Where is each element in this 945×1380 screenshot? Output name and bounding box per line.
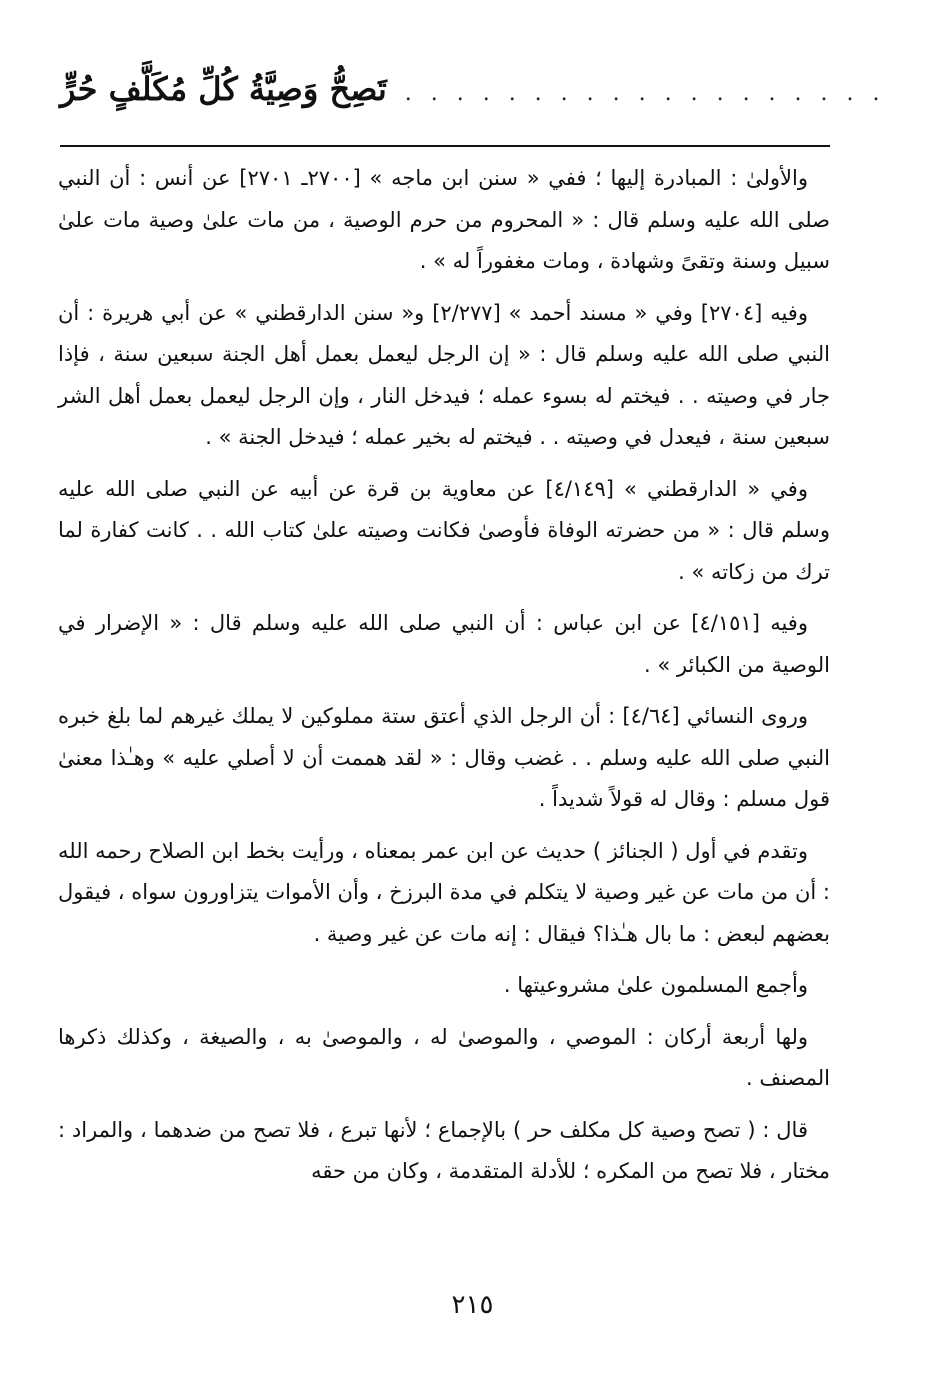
header-title: تَصِحُّ وَصِيَّةُ كُلِّ مُكَلَّفٍ حُرٍّ (60, 70, 387, 108)
header-rule (60, 145, 830, 147)
page-number: ٢١٥ (451, 1290, 494, 1320)
paragraph: وفيه [٢٧٠٤] وفي « مسند أحمد » [٢/٢٧٧] و« سنن الدارقطني » عن أبي هريرة : أن النبي صلى الله عليه وسلم قال : « إن الرجل ليعمل بعمل أهل الجنة سبعين سنة ، فإذا جار في وصيته . . فيختم له بسوء عمله ؛ فيدخل النار ، وإن الرجل ليعمل بعمل أهل الشر سبعين سنة ، فيعدل في وصيته . . فيختم له بخير عمله ؛ فيدخل الجنة » . (58, 300, 830, 449)
paragraph: وأجمع المسلمون علىٰ مشروعيتها . (503, 973, 808, 997)
running-header (60, 70, 886, 108)
header-dot-leader: . . . . . . . . . . . . . . . . . . . (404, 81, 886, 106)
paragraph: وفيه [٤/١٥١] عن ابن عباس : أن النبي صلى الله عليه وسلم قال : « الإضرار في الوصية من الكبائر » . (58, 611, 830, 677)
main-text (58, 158, 830, 1203)
paragraph: والأولىٰ : المبادرة إليها ؛ ففي « سنن ابن ماجه » [٢٧٠٠ـ ٢٧٠١] عن أنس : أن النبي صلى الله عليه وسلم قال : « المحروم من حرم الوصية ، من مات علىٰ وصية مات علىٰ سبيل وسنة وتقىً وشهادة ، ومات مغفوراً له » . (58, 166, 830, 273)
paragraph: قال : ( تصح وصية كل مكلف حر ) بالإجماع ؛ لأنها تبرع ، فلا تصح من ضدهما ، والمراد : مختار ، فلا تصح من المكره ؛ للأدلة المتقدمة ، وكان من حقه (58, 1117, 830, 1183)
paragraph: وتقدم في أول ( الجنائز ) حديث عن ابن عمر بمعناه ، ورأيت بخط ابن الصلاح رحمه الله : أن من مات عن غير وصية لا يتكلم في مدة البرزخ ، وأن الأموات يتزاورون سواه ، فيقول بعضهم لبعض : ما بال هـٰذا؟ فيقال : إنه مات عن غير وصية . (58, 838, 830, 946)
paragraph: ولها أربعة أركان : الموصي ، والموصىٰ له ، والموصىٰ به ، والصيغة ، وكذلك ذكرها المصنف . (58, 1024, 830, 1090)
paragraph: وروى النسائي [٤/٦٤] : أن الرجل الذي أعتق ستة مملوكين لا يملك غيرهم لما بلغ خبره النبي صلى الله عليه وسلم . . غضب وقال : « لقد هممت أن لا أصلي عليه » وهـٰذا معنىٰ قول مسلم : وقال له قولاً شديداً . (58, 704, 830, 811)
paragraph: وفي « الدارقطني » [٤/١٤٩] عن معاوية بن قرة عن أبيه عن النبي صلى الله عليه وسلم قال : « من حضرته الوفاة فأوصىٰ فكانت وصيته علىٰ كتاب الله . . كانت كفارة لما ترك من زكاته » . (58, 476, 830, 584)
